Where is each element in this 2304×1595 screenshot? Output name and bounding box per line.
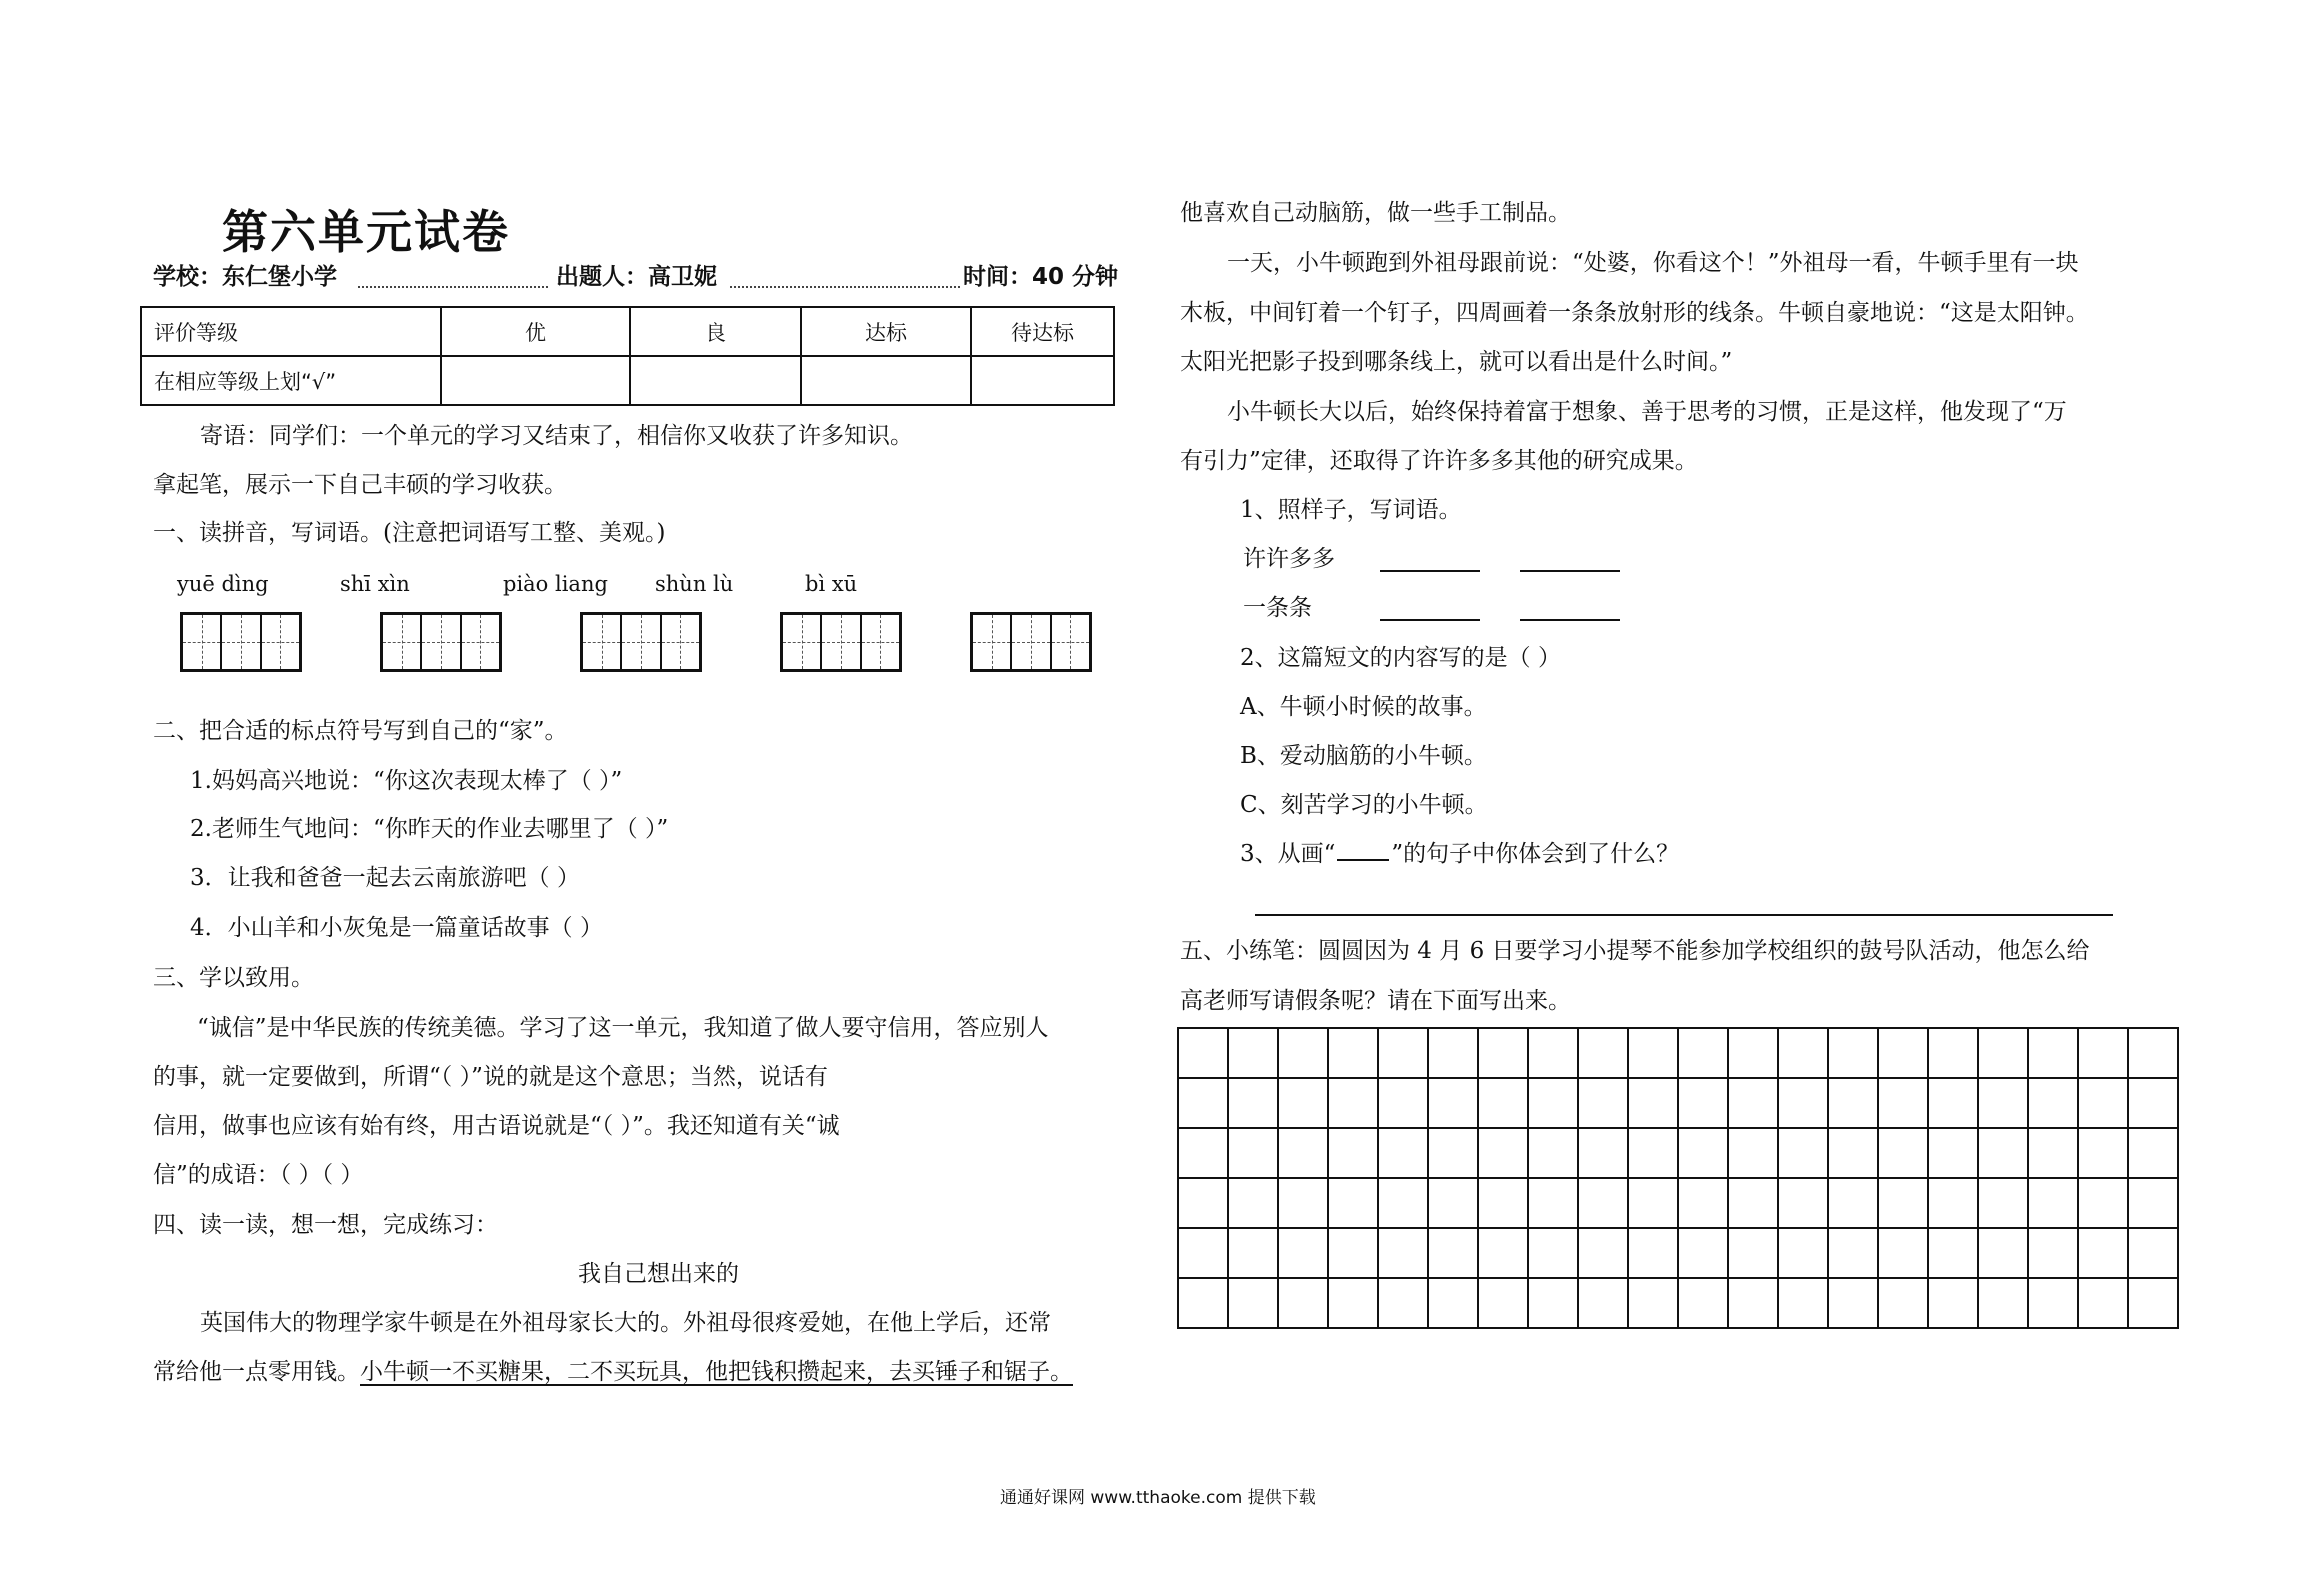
story-continued-line-5: 小牛顿长大以后，始终保持着富于想象、善于思考的习惯，正是这样，他发现了“万: [1227, 399, 2067, 425]
story-continued-line-4: 太阳光把影子投到哪条线上，就可以看出是什么时间。”: [1180, 349, 1733, 375]
grid-cell[interactable]: [1978, 1078, 2028, 1128]
grade-instruction: 在相应等级上划“√”: [141, 356, 441, 405]
grid-cell[interactable]: [1428, 1228, 1478, 1278]
writing-box-4[interactable]: [780, 612, 902, 672]
story-paragraph-line-1: 英国伟大的物理学家牛顿是在外祖母家长大的。外祖母很疼爱她，在他上学后，还常: [200, 1310, 1051, 1336]
grid-cell[interactable]: [1678, 1028, 1728, 1078]
grid-cell[interactable]: [1828, 1128, 1878, 1178]
composition-grid[interactable]: [1177, 1027, 2179, 1329]
grid-row: [1178, 1128, 2178, 1178]
q3-line-4: 信”的成语：（ ）（ ）: [153, 1162, 364, 1188]
question-4-heading: 四、读一读，想一想，完成练习：: [153, 1212, 498, 1238]
story-continued-line-3: 木板，中间钉着一个钉子，四周画着一条条放射形的线条。牛顿自豪地说：“这是太阳钟。: [1180, 300, 2089, 326]
grid-cell[interactable]: [1978, 1228, 2028, 1278]
grid-cell[interactable]: [1928, 1028, 1978, 1078]
grid-cell[interactable]: [1878, 1078, 1928, 1128]
grid-cell[interactable]: [1778, 1228, 1828, 1278]
question-1-heading: 一、读拼音，写词语。(注意把词语写工整、美观。): [153, 520, 666, 546]
story-continued-line-1: 他喜欢自己动脑筋，做一些手工制品。: [1180, 200, 1571, 226]
grid-cell[interactable]: [1528, 1178, 1578, 1228]
grid-cell[interactable]: [1528, 1128, 1578, 1178]
grid-cell[interactable]: [1228, 1178, 1278, 1228]
grid-cell[interactable]: [2128, 1178, 2178, 1228]
grid-cell[interactable]: [1178, 1278, 1228, 1328]
grid-cell[interactable]: [1978, 1128, 2028, 1178]
grid-cell[interactable]: [1628, 1278, 1678, 1328]
grid-cell[interactable]: [1278, 1178, 1328, 1228]
grid-cell[interactable]: [1278, 1028, 1328, 1078]
grid-cell[interactable]: [1628, 1078, 1678, 1128]
grid-cell[interactable]: [1678, 1228, 1728, 1278]
grid-row: [1178, 1228, 2178, 1278]
question-2-heading: 二、把合适的标点符号写到自己的“家”。: [153, 718, 568, 744]
grid-cell[interactable]: [1678, 1078, 1728, 1128]
grid-cell[interactable]: [2078, 1178, 2128, 1228]
grid-cell[interactable]: [2028, 1228, 2078, 1278]
grid-cell[interactable]: [1778, 1128, 1828, 1178]
grid-cell[interactable]: [1328, 1178, 1378, 1228]
sub-question-3-end: ”的句子中你体会到了什么？: [1391, 841, 1680, 867]
grid-cell[interactable]: [1478, 1028, 1528, 1078]
answer-blank-4[interactable]: [1520, 619, 1620, 621]
grid-cell[interactable]: [1228, 1128, 1278, 1178]
story-continued-line-6: 有引力”定律，还取得了许许多多其他的研究成果。: [1180, 448, 1698, 474]
grid-cell[interactable]: [2028, 1028, 2078, 1078]
grid-cell[interactable]: [2128, 1128, 2178, 1178]
grid-cell[interactable]: [1728, 1078, 1778, 1128]
grid-cell[interactable]: [1828, 1278, 1878, 1328]
q2-item-4: 4．小山羊和小灰兔是一篇童话故事（ ）: [190, 915, 603, 941]
grid-cell[interactable]: [1478, 1178, 1528, 1228]
grade-cell-excellent[interactable]: [441, 356, 630, 405]
grid-cell[interactable]: [1478, 1278, 1528, 1328]
grid-cell[interactable]: [1378, 1228, 1428, 1278]
answer-line[interactable]: [1255, 914, 2113, 916]
grid-cell[interactable]: [1728, 1028, 1778, 1078]
writing-box-5[interactable]: [970, 612, 1092, 672]
story-title: 我自己想出来的: [578, 1261, 739, 1287]
option-c: C、刻苦学习的小牛顿。: [1240, 792, 1488, 818]
grid-cell[interactable]: [1178, 1228, 1228, 1278]
grid-cell[interactable]: [1228, 1228, 1278, 1278]
grid-cell[interactable]: [1278, 1128, 1328, 1178]
grid-cell[interactable]: [1478, 1228, 1528, 1278]
grid-cell[interactable]: [1878, 1278, 1928, 1328]
grid-cell[interactable]: [1828, 1178, 1878, 1228]
answer-blank-1[interactable]: [1380, 570, 1480, 572]
grid-cell[interactable]: [2078, 1078, 2128, 1128]
story-paragraph-line-2: [153, 1361, 1073, 1384]
page-title: 第六单元试卷: [222, 205, 510, 259]
grid-cell[interactable]: [1178, 1128, 1228, 1178]
school-label: 学校：东仁堡小学: [153, 264, 337, 290]
q3-line-2: 的事，就一定要做到，所谓“（ ）”说的就是这个意思；当然，说话有: [153, 1064, 828, 1090]
grid-cell[interactable]: [1328, 1128, 1378, 1178]
grade-cell-pending[interactable]: [971, 356, 1114, 405]
grid-cell[interactable]: [2078, 1028, 2128, 1078]
grade-pass-header: 达标: [801, 307, 971, 356]
answer-blank-2[interactable]: [1520, 570, 1620, 572]
grid-cell[interactable]: [1178, 1078, 1228, 1128]
grid-cell[interactable]: [1978, 1178, 2028, 1228]
grid-cell[interactable]: [1578, 1228, 1628, 1278]
author-dotline: [730, 286, 960, 288]
grid-cell[interactable]: [2028, 1128, 2078, 1178]
grid-row: [1178, 1028, 2178, 1078]
writing-box-1[interactable]: [180, 612, 302, 672]
school-dotline: [358, 286, 548, 288]
grid-cell[interactable]: [1228, 1278, 1278, 1328]
grid-cell[interactable]: [1478, 1078, 1528, 1128]
grid-cell[interactable]: [1578, 1278, 1628, 1328]
example-word-2: 一条条: [1243, 595, 1312, 621]
grade-cell-good[interactable]: [630, 356, 801, 405]
grid-cell[interactable]: [1778, 1028, 1828, 1078]
option-a: A、牛顿小时候的故事。: [1240, 694, 1487, 720]
grid-cell[interactable]: [1678, 1278, 1728, 1328]
q2-item-1: 1.妈妈高兴地说：“你这次表现太棒了（ ）”: [190, 768, 623, 794]
grid-cell[interactable]: [1778, 1078, 1828, 1128]
grid-cell[interactable]: [1928, 1078, 1978, 1128]
grid-cell[interactable]: [1778, 1278, 1828, 1328]
grid-cell[interactable]: [2028, 1178, 2078, 1228]
grid-cell[interactable]: [1578, 1128, 1628, 1178]
grid-cell[interactable]: [1428, 1078, 1478, 1128]
grid-cell[interactable]: [2128, 1028, 2178, 1078]
pinyin-2: shī xìn: [340, 572, 410, 596]
grid-cell[interactable]: [1528, 1278, 1578, 1328]
grid-cell[interactable]: [1628, 1228, 1678, 1278]
sub-question-3-start: 3、从画“: [1240, 841, 1336, 867]
grid-cell[interactable]: [1878, 1128, 1928, 1178]
grid-cell[interactable]: [1428, 1128, 1478, 1178]
q2-item-2: 2.老师生气地问：“你昨天的作业去哪里了（ ）”: [190, 816, 669, 842]
grid-cell[interactable]: [2128, 1228, 2178, 1278]
grid-cell[interactable]: [1678, 1128, 1728, 1178]
grade-table-row: [141, 356, 1114, 405]
grid-cell[interactable]: [1978, 1278, 2028, 1328]
grade-table-header: 评价等级: [141, 307, 441, 356]
sub-question-2: 2、这篇短文的内容写的是（ ）: [1240, 645, 1561, 671]
grid-cell[interactable]: [1928, 1278, 1978, 1328]
grid-cell[interactable]: [1728, 1228, 1778, 1278]
grid-cell[interactable]: [1328, 1078, 1378, 1128]
grid-cell[interactable]: [1628, 1128, 1678, 1178]
grade-excellent-header: 优: [441, 307, 630, 356]
grid-cell[interactable]: [1928, 1228, 1978, 1278]
grid-cell[interactable]: [1378, 1178, 1428, 1228]
grid-cell[interactable]: [2078, 1128, 2128, 1178]
grid-cell[interactable]: [1278, 1278, 1328, 1328]
grid-cell[interactable]: [1528, 1028, 1578, 1078]
author-label: 出题人：高卫妮: [556, 264, 717, 290]
grid-cell[interactable]: [1878, 1178, 1928, 1228]
grid-cell[interactable]: [2078, 1278, 2128, 1328]
grid-row: [1178, 1278, 2178, 1328]
time-label: 时间：40 分钟: [963, 264, 1119, 290]
question-5-line-2: 高老师写请假条呢？请在下面写出来。: [1180, 988, 1571, 1014]
grid-cell[interactable]: [1628, 1178, 1678, 1228]
grade-cell-pass[interactable]: [801, 356, 971, 405]
grid-cell[interactable]: [1678, 1178, 1728, 1228]
grid-cell[interactable]: [1178, 1028, 1228, 1078]
pinyin-1: yuē dìng: [177, 572, 269, 596]
underlined-sentence: 小牛顿一不买糖果，二不买玩具，他把钱积攒起来，去买锤子和锯子。: [360, 1359, 1073, 1385]
grid-cell[interactable]: [1428, 1278, 1478, 1328]
grid-cell[interactable]: [2128, 1078, 2178, 1128]
grid-cell[interactable]: [1378, 1278, 1428, 1328]
grid-cell[interactable]: [2028, 1278, 2078, 1328]
story-text: 常给他一点零用钱。: [153, 1359, 360, 1385]
grid-cell[interactable]: [1478, 1128, 1528, 1178]
grid-cell[interactable]: [1978, 1028, 2028, 1078]
grid-cell[interactable]: [1728, 1128, 1778, 1178]
grade-good-header: 良: [630, 307, 801, 356]
grid-cell[interactable]: [1178, 1178, 1228, 1228]
grid-cell[interactable]: [1828, 1078, 1878, 1128]
grid-cell[interactable]: [1228, 1078, 1278, 1128]
underline-mark: [1337, 859, 1389, 861]
grade-table: [140, 306, 1115, 406]
q2-item-3: 3．让我和爸爸一起去云南旅游吧（ ）: [190, 865, 580, 891]
writing-box-2[interactable]: [380, 612, 502, 672]
pinyin-4: shùn lù: [655, 572, 734, 596]
grid-cell[interactable]: [1628, 1028, 1678, 1078]
grid-cell[interactable]: [1328, 1228, 1378, 1278]
grid-cell[interactable]: [1778, 1178, 1828, 1228]
grid-cell[interactable]: [1828, 1228, 1878, 1278]
grid-cell[interactable]: [1578, 1178, 1628, 1228]
grid-cell[interactable]: [1278, 1228, 1328, 1278]
grid-row: [1178, 1178, 2178, 1228]
grid-cell[interactable]: [1228, 1028, 1278, 1078]
option-b: B、爱动脑筋的小牛顿。: [1240, 743, 1487, 769]
writing-box-3[interactable]: [580, 612, 702, 672]
question-3-heading: 三、学以致用。: [153, 965, 314, 991]
grid-cell[interactable]: [1528, 1228, 1578, 1278]
grid-cell[interactable]: [1428, 1028, 1478, 1078]
sub-question-3: [1240, 843, 1679, 866]
sub-question-1: 1、照样子，写词语。: [1240, 497, 1462, 523]
grid-cell[interactable]: [1528, 1078, 1578, 1128]
grid-cell[interactable]: [1728, 1278, 1778, 1328]
grid-cell[interactable]: [2078, 1228, 2128, 1278]
grid-cell[interactable]: [1878, 1028, 1928, 1078]
grid-cell[interactable]: [1578, 1028, 1628, 1078]
grade-table-row: [141, 307, 1114, 356]
question-5-line-1: 五、小练笔：圆圆因为 4 月 6 日要学习小提琴不能参加学校组织的鼓号队活动，他怎么给: [1180, 938, 2090, 964]
grid-cell[interactable]: [1378, 1078, 1428, 1128]
intro-line-1: 寄语：同学们：一个单元的学习又结束了，相信你又收获了许多知识。: [200, 423, 913, 449]
grade-pending-header: 待达标: [971, 307, 1114, 356]
grid-cell[interactable]: [1278, 1078, 1328, 1128]
pinyin-3: piào liang: [503, 572, 608, 596]
grid-cell[interactable]: [1328, 1028, 1378, 1078]
q3-line-1: “诚信”是中华民族的传统美德。学习了这一单元，我知道了做人要守信用，答应别人: [197, 1015, 1049, 1041]
example-word-1: 许许多多: [1243, 546, 1335, 572]
grid-cell[interactable]: [1378, 1028, 1428, 1078]
grid-cell[interactable]: [1328, 1278, 1378, 1328]
grid-cell[interactable]: [1828, 1028, 1878, 1078]
pinyin-5: bì xū: [805, 572, 858, 596]
grid-cell[interactable]: [1878, 1228, 1928, 1278]
grid-cell[interactable]: [2128, 1278, 2178, 1328]
grid-cell[interactable]: [2028, 1078, 2078, 1128]
intro-line-2: 拿起笔，展示一下自己丰硕的学习收获。: [153, 472, 567, 498]
grid-cell[interactable]: [1928, 1178, 1978, 1228]
grid-row: [1178, 1078, 2178, 1128]
story-continued-line-2: 一天，小牛顿跑到外祖母跟前说：“处婆，你看这个！”外祖母一看，牛顿手里有一块: [1227, 250, 2079, 276]
grid-cell[interactable]: [1428, 1178, 1478, 1228]
grid-cell[interactable]: [1378, 1128, 1428, 1178]
grid-cell[interactable]: [1578, 1078, 1628, 1128]
answer-blank-3[interactable]: [1380, 619, 1480, 621]
grid-cell[interactable]: [1728, 1178, 1778, 1228]
footer-text: 通通好课网 www.tthaoke.com 提供下载: [1000, 1488, 1316, 1508]
grid-cell[interactable]: [1928, 1128, 1978, 1178]
q3-line-3: 信用，做事也应该有始有终，用古语说就是“（ ）”。我还知道有关“诚: [153, 1113, 840, 1139]
